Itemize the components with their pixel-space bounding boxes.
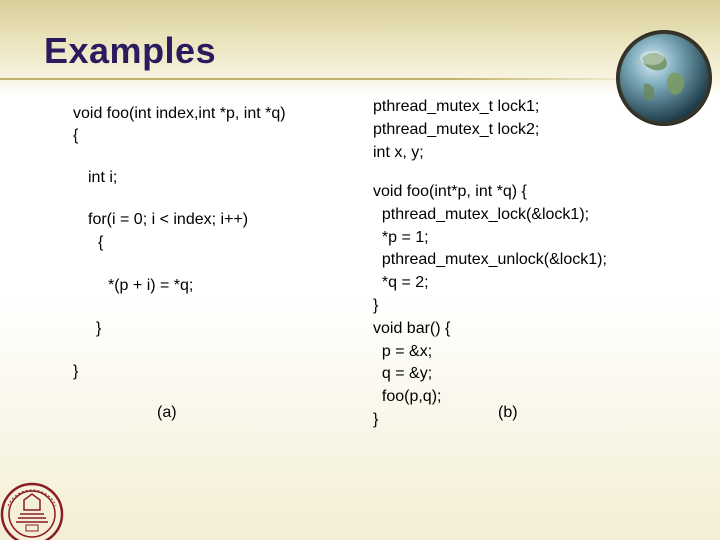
code-b-declarations: pthread_mutex_t lock1; pthread_mutex_t lock2; int x, y; [373, 98, 540, 161]
code-a-line-4: for(i = 0; i < index; i++) [88, 211, 249, 228]
title-divider [0, 78, 650, 80]
code-a-line-3: int i; [88, 169, 118, 186]
code-a-line-7: } [96, 320, 102, 337]
code-a-line-8: } [73, 363, 79, 380]
code-a-line-2: { [73, 127, 79, 144]
code-b-functions: void foo(int*p, int *q) { pthread_mutex_lock(&lock1); *p = 1; pthread_mutex_unlock(&lock1); *q = 2; } void bar() { p = &x; q = &y; foo(p,q); } [373, 183, 607, 428]
globe-icon [614, 28, 714, 128]
university-seal-logo [0, 478, 68, 540]
label-b: (b) [498, 404, 518, 421]
label-a: (a) [157, 404, 177, 421]
code-a-line-5: { [98, 234, 104, 251]
code-a-line-1: void foo(int index,int *p, int *q) [73, 105, 286, 122]
slide-title: Examples [44, 30, 217, 71]
code-a-line-6: *(p + i) = *q; [108, 277, 194, 294]
